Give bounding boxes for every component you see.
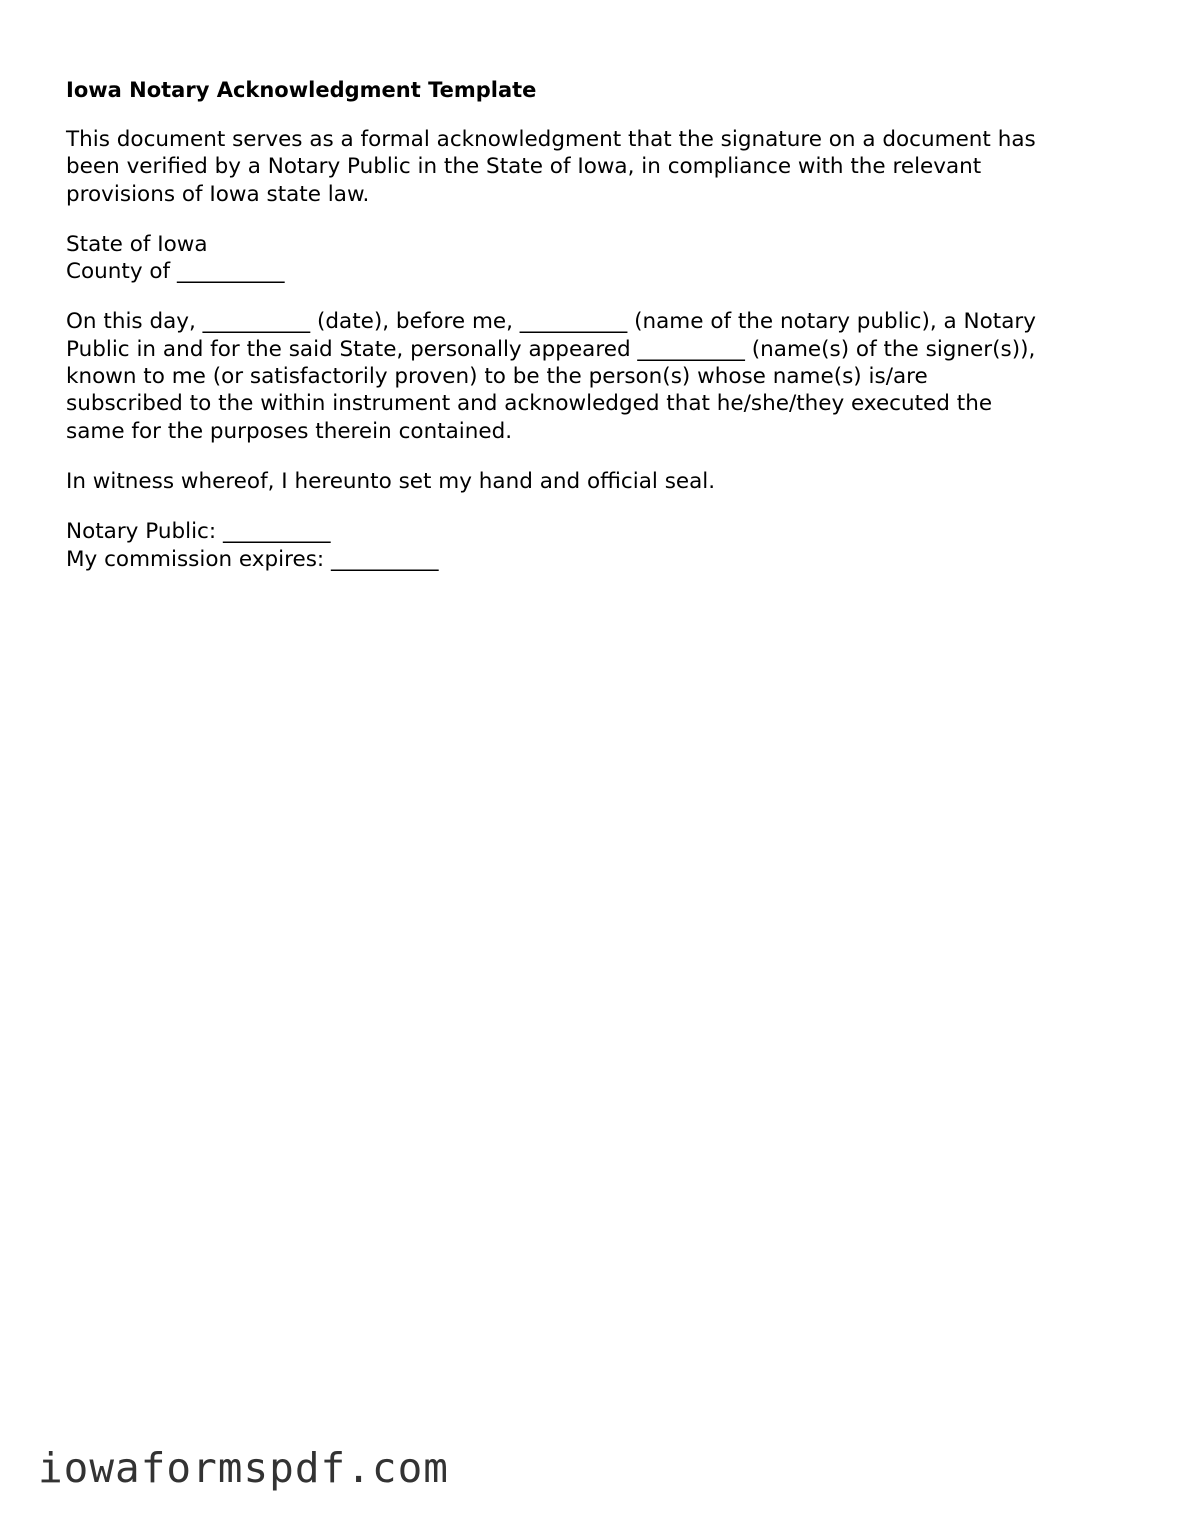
notary-public-line: Notary Public: __________ [66, 519, 331, 545]
acknowledgment-line: same for the purposes therein contained. [66, 418, 513, 444]
intro-line: This document serves as a formal acknowledgment that the signature on a document has [66, 127, 1036, 152]
acknowledgment-paragraph [66, 308, 1126, 444]
commission-expires-line: My commission expires: __________ [66, 546, 439, 572]
signature-block [66, 518, 1126, 573]
witness-line: In witness whereof, I hereunto set my hand and official seal. [66, 468, 716, 494]
venue-county: County of __________ [66, 259, 285, 285]
venue-state: State of Iowa [66, 231, 208, 257]
intro-line: been verified by a Notary Public in the State of Iowa, in compliance with the relevant [66, 154, 982, 180]
intro-line: provisions of Iowa state law. [66, 181, 370, 207]
witness-paragraph [66, 468, 1126, 495]
acknowledgment-line: Public in and for the said State, personally appeared __________ (name(s) of the signer(s)), [66, 336, 1036, 362]
venue-block [66, 231, 1126, 286]
document-title: Iowa Notary Acknowledgment Template [66, 78, 537, 102]
document-page [66, 76, 1126, 596]
acknowledgment-line: known to me (or satisfactorily proven) to be the person(s) whose name(s) is/are [66, 364, 928, 390]
intro-paragraph [66, 126, 1126, 208]
site-watermark: iowaformspdf.com [38, 1444, 449, 1492]
acknowledgment-line: On this day, __________ (date), before me, __________ (name of the notary public), a Notary [66, 309, 1036, 335]
acknowledgment-line: subscribed to the within instrument and acknowledged that he/she/they executed the [66, 391, 993, 417]
